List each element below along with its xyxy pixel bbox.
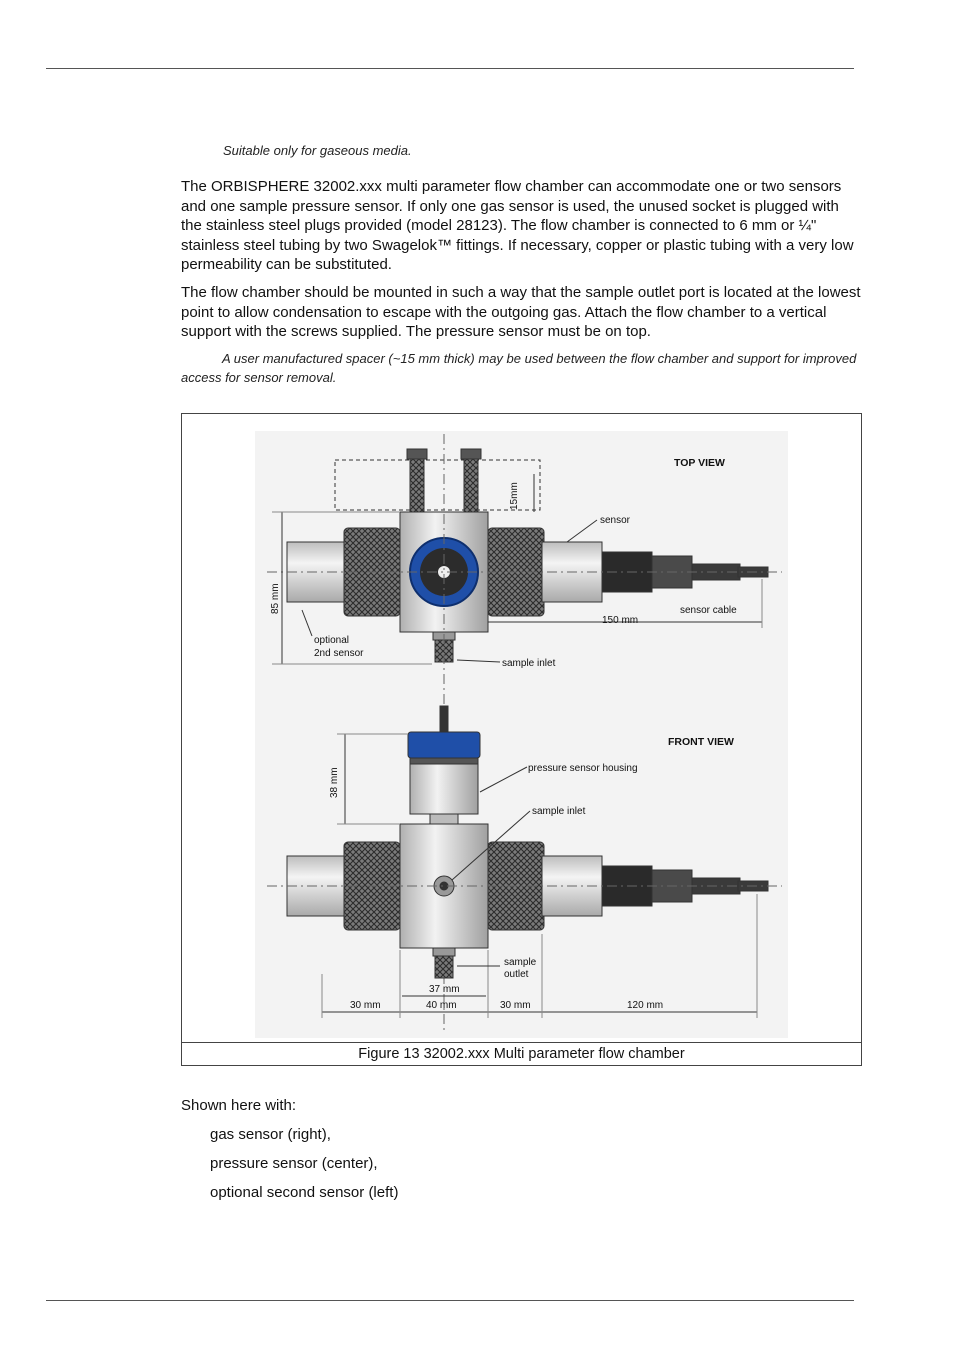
list-item: optional second sensor (left)	[210, 1184, 399, 1201]
footer-rule	[46, 1300, 854, 1301]
label-dim-120mm: 120 mm	[627, 1000, 664, 1011]
note-spacer	[181, 349, 863, 387]
label-sensor-cable: sensor cable	[680, 605, 737, 616]
label-dim-40mm: 40 mm	[426, 1000, 457, 1011]
label-dim-15mm: 15mm	[509, 482, 520, 510]
list-item: gas sensor (right),	[210, 1126, 331, 1143]
figure-caption: Figure 13 32002.xxx Multi parameter flow chamber	[182, 1042, 861, 1066]
note-gaseous-media: Suitable only for gaseous media.	[223, 143, 412, 158]
paragraph-mounting: The flow chamber should be mounted in such a way that the sample outlet port is located at the lowest point to allow condensation to escape with the outgoing gas. Attach the flow chamber to a vertical support with the screws supplied. The pressure sensor must be on top.	[181, 284, 861, 340]
label-sample-inlet-front: sample inlet	[532, 806, 586, 817]
label-optional: optional	[314, 635, 350, 646]
label-sample-inlet-top: sample inlet	[502, 658, 556, 669]
note-spacer-text: A user manufactured spacer (~15 mm thick) may be used between the flow chamber and support for improved access for sensor removal.	[181, 351, 857, 385]
flow-chamber-drawing	[182, 414, 861, 1042]
label-pressure-housing: pressure sensor housing	[528, 763, 638, 774]
screw-head-left	[407, 449, 427, 459]
label-dim-150mm: 150 mm	[602, 615, 639, 626]
label-outlet: outlet	[504, 969, 529, 980]
screw-left	[410, 458, 424, 513]
pressure-sensor-neck	[430, 814, 458, 824]
label-dim-38mm: 38 mm	[329, 767, 340, 798]
outlet-nut	[433, 948, 455, 956]
screw-right	[464, 458, 478, 513]
screw-head-right	[461, 449, 481, 459]
paragraph-description: The ORBISPHERE 32002.xxx multi parameter flow chamber can accommodate one or two sensors and one sample pressure sensor. If only one gas sensor is used, the unused socket is plugged with the stainless steel plugs provided (model 28123). The flow chamber is connected to 6 mm or ¼" stainless steel tubing by two Swagelok™ fittings. If necessary, copper or plastic tubing with a very low permeability can be substituted.	[181, 178, 854, 273]
label-2nd-sensor: 2nd sensor	[314, 648, 364, 659]
label-top-view: TOP VIEW	[674, 457, 725, 469]
outlet-fitting	[435, 956, 453, 978]
label-dim-30mm-right: 30 mm	[500, 1000, 531, 1011]
list-intro: Shown here with:	[181, 1097, 297, 1114]
list-item: pressure sensor (center),	[210, 1155, 378, 1172]
pressure-sensor-housing	[410, 764, 478, 814]
pressure-sensor-collar	[410, 758, 478, 764]
label-sensor: sensor	[600, 515, 631, 526]
label-dim-37mm: 37 mm	[429, 984, 460, 995]
pressure-sensor-stem	[440, 706, 448, 732]
figure-flow-chamber	[181, 413, 862, 1066]
label-front-view: FRONT VIEW	[668, 736, 734, 748]
label-dim-30mm-left: 30 mm	[350, 1000, 381, 1011]
header-rule	[46, 68, 854, 69]
drawing-background	[255, 431, 788, 1038]
label-dim-85mm: 85 mm	[270, 583, 281, 614]
label-sample: sample	[504, 957, 537, 968]
pressure-sensor-cap	[408, 732, 480, 758]
